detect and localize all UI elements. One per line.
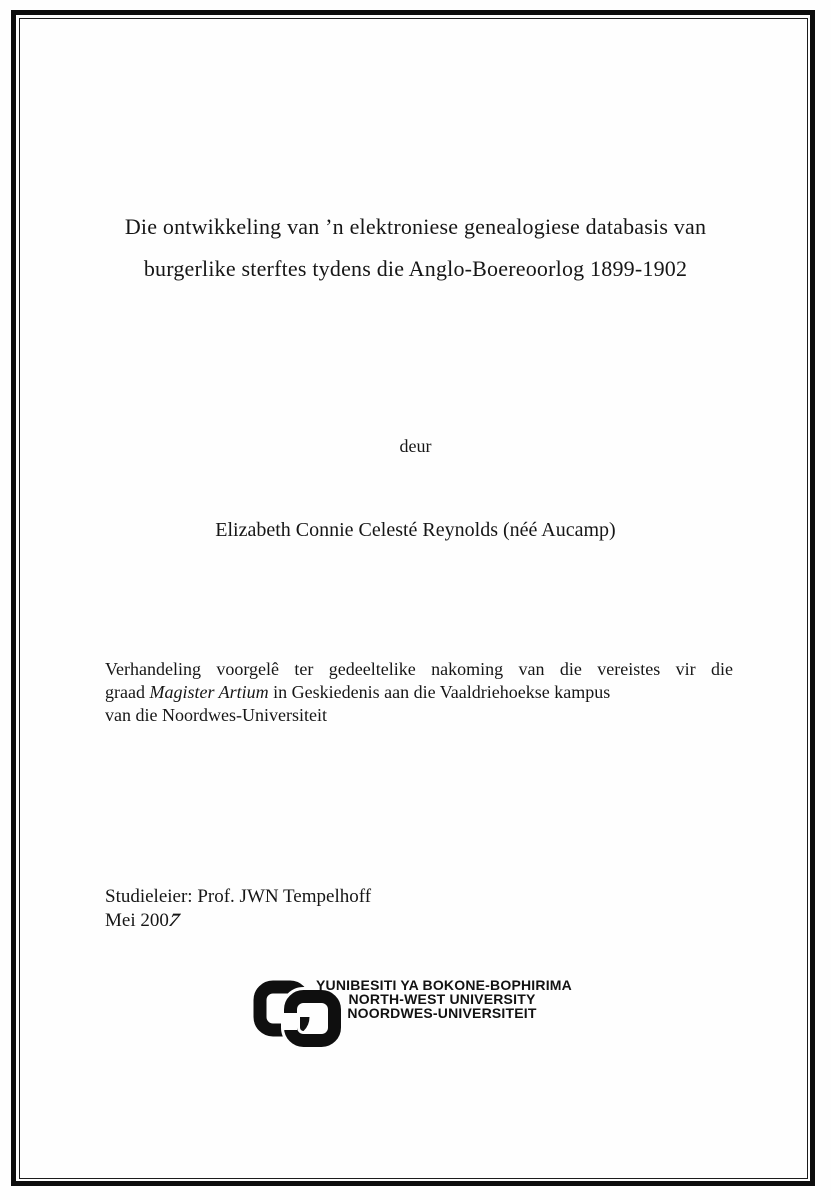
supervisor-line: Studieleier: Prof. JWN Tempelhoff	[105, 886, 372, 907]
byline-label: deur	[399, 436, 432, 456]
date-digit: 7	[164, 910, 183, 931]
thesis-title-line1: Die ontwikkeling van ’n elektroniese genealogiese databasis van	[124, 214, 707, 239]
declaration-line3: van die Noordwes-Universiteit	[105, 705, 327, 725]
logo-line-afrikaans: NOORDWES-UNIVERSITEIT	[347, 1005, 537, 1021]
degree-declaration	[105, 658, 733, 727]
declaration-line1: Verhandeling voorgelê ter gedeeltelike nakoming van die vereistes vir die	[105, 659, 733, 679]
declaration-line2-suffix: in Geskiedenis aan die Vaaldriehoekse kampus	[268, 682, 611, 702]
degree-name: Magister Artium	[149, 682, 269, 702]
logo-line-english: NORTH-WEST UNIVERSITY	[348, 991, 536, 1007]
date-line	[105, 909, 371, 933]
declaration-line2	[105, 681, 733, 704]
author-name: Elizabeth Connie Celesté Reynolds (néé Aucamp)	[215, 519, 616, 541]
declaration-line2-prefix: graad	[105, 682, 150, 702]
university-logo-text	[316, 977, 572, 1021]
date-prefix: Mei 200	[105, 910, 169, 931]
supervisor-block	[105, 885, 371, 933]
university-logo	[253, 975, 583, 1057]
thesis-title-line2: burgerlike sterftes tydens die Anglo-Boereoorlog 1899-1902	[143, 256, 688, 281]
thesis-title	[0, 206, 831, 290]
logo-line-setswana: YUNIBESITI YA BOKONE-BOPHIRIMA	[316, 977, 572, 993]
